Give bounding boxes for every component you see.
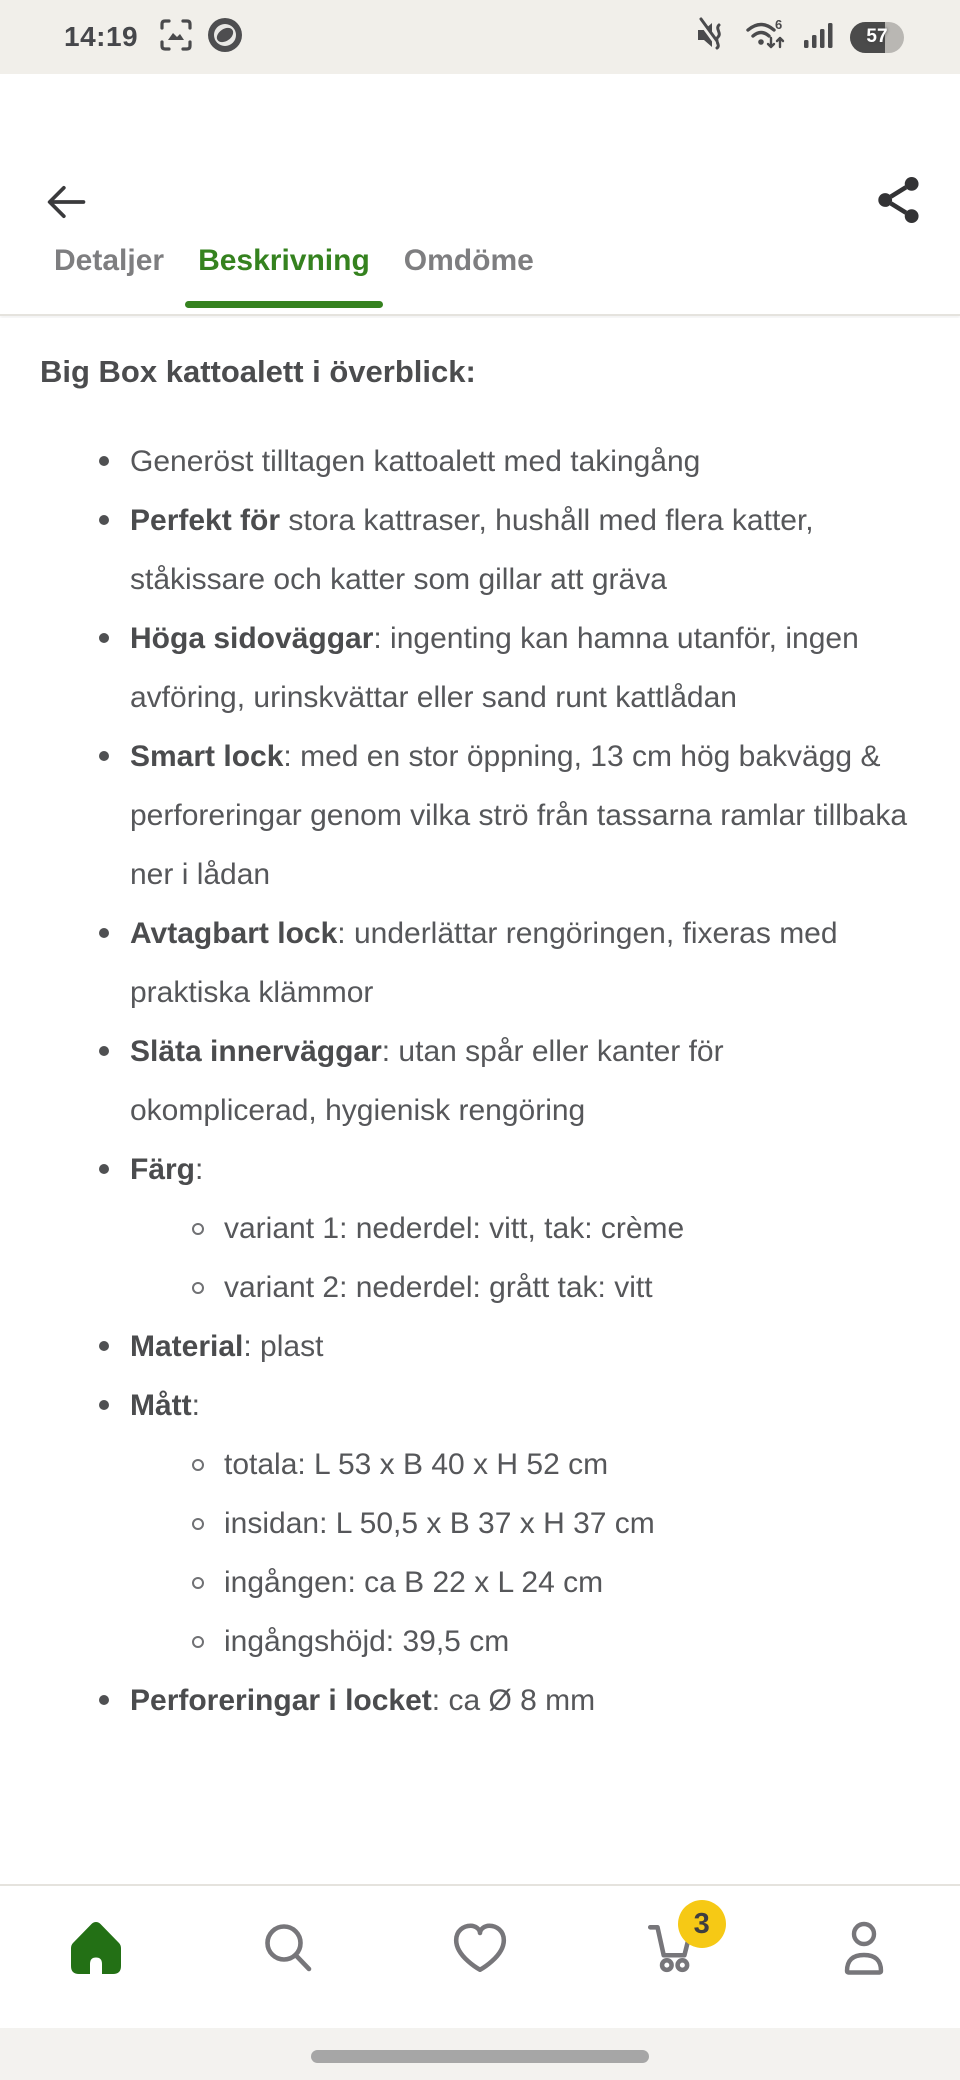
list-item: Material: plast (40, 1317, 914, 1376)
list-item: Färg: (40, 1140, 914, 1199)
list-item: Perfekt för stora kattraser, hushåll med flera katter, ståkissare och katter som gillar att gräva (40, 491, 914, 609)
list-item: Släta innerväggar: utan spår eller kanter för okomplicerad, hygienisk rengöring (40, 1022, 914, 1140)
battery-percent: 57 (866, 26, 888, 47)
share-button[interactable] (876, 174, 922, 226)
bullet-dot (99, 751, 109, 761)
tab-detaljer[interactable]: Detaljer (54, 244, 165, 277)
bullet-dot (99, 633, 109, 643)
notification-icons (158, 16, 244, 59)
active-tab-underline (185, 301, 383, 308)
bottom-navigation (0, 1884, 960, 2028)
app-notification-icon (206, 16, 244, 59)
bullet-dot (99, 456, 109, 466)
status-bar (0, 0, 960, 74)
bullet-dot (99, 1046, 109, 1056)
mute-icon (696, 17, 730, 58)
gesture-pill[interactable] (311, 2050, 649, 2063)
sub-bullet-ring (192, 1459, 204, 1471)
sub-list-item: insidan: L 50,5 x B 37 x H 37 cm (40, 1494, 914, 1553)
list-item: Generöst tilltagen kattoalett med takingång (40, 432, 914, 491)
sub-bullet-ring (192, 1282, 204, 1294)
bullet-dot (99, 1341, 109, 1351)
signal-bars-icon (802, 18, 836, 57)
wifi6-icon (744, 16, 788, 59)
sub-list-item: totala: L 53 x B 40 x H 52 cm (40, 1435, 914, 1494)
list-item: Perforeringar i locket: ca Ø 8 mm (40, 1671, 914, 1730)
description-content (0, 318, 960, 1730)
battery-indicator (850, 22, 904, 53)
list-item: Höga sidoväggar: ingenting kan hamna utanför, ingen avföring, urinskvättar eller sand runt kattlådan (40, 609, 914, 727)
bullet-dot (99, 515, 109, 525)
sub-bullet-ring (192, 1223, 204, 1235)
sub-bullet-ring (192, 1518, 204, 1530)
page-title: Big Box kattoalett i överblick: (40, 354, 476, 389)
list-item: Smart lock: med en stor öppning, 13 cm hög bakvägg & perforeringar genom vilka strö från tassarna ramlar tillbaka ner i lådan (40, 727, 914, 904)
list-item: Avtagbart lock: underlättar rengöringen, fixeras med praktiska klämmor (40, 904, 914, 1022)
list-item: Mått: (40, 1376, 914, 1435)
profile-icon (836, 1919, 892, 1982)
tab-omdome[interactable]: Omdöme (403, 244, 534, 277)
nav-favorites[interactable] (384, 1886, 576, 2028)
gesture-bar-area (0, 2028, 960, 2080)
sub-bullet-ring (192, 1577, 204, 1589)
sub-bullet-ring (192, 1636, 204, 1648)
home-icon (67, 1918, 125, 1983)
nav-search[interactable] (192, 1886, 384, 2028)
bullet-dot (99, 928, 109, 938)
sub-list-item: ingången: ca B 22 x L 24 cm (40, 1553, 914, 1612)
tab-bar (0, 240, 960, 316)
search-icon (260, 1920, 316, 1981)
nav-home[interactable] (0, 1886, 192, 2028)
status-time: 14:19 (64, 21, 139, 52)
svg-text:6: 6 (775, 16, 783, 32)
cart-badge: 3 (678, 1900, 726, 1948)
page-header (0, 74, 960, 240)
bullet-dot (99, 1164, 109, 1174)
screenshot-notification-icon (158, 17, 194, 58)
sub-list-item: ingångshöjd: 39,5 cm (40, 1612, 914, 1671)
status-system-icons (696, 16, 904, 59)
bullet-dot (99, 1400, 109, 1410)
sub-list-item: variant 1: nederdel: vitt, tak: crème (40, 1199, 914, 1258)
bullet-dot (99, 1695, 109, 1705)
nav-cart[interactable] (576, 1886, 768, 2028)
nav-profile[interactable] (768, 1886, 960, 2028)
heart-icon (451, 1921, 509, 1980)
tab-beskrivning[interactable]: Beskrivning (198, 240, 370, 312)
sub-list-item: variant 2: nederdel: grått tak: vitt (40, 1258, 914, 1317)
back-button[interactable] (42, 178, 90, 226)
